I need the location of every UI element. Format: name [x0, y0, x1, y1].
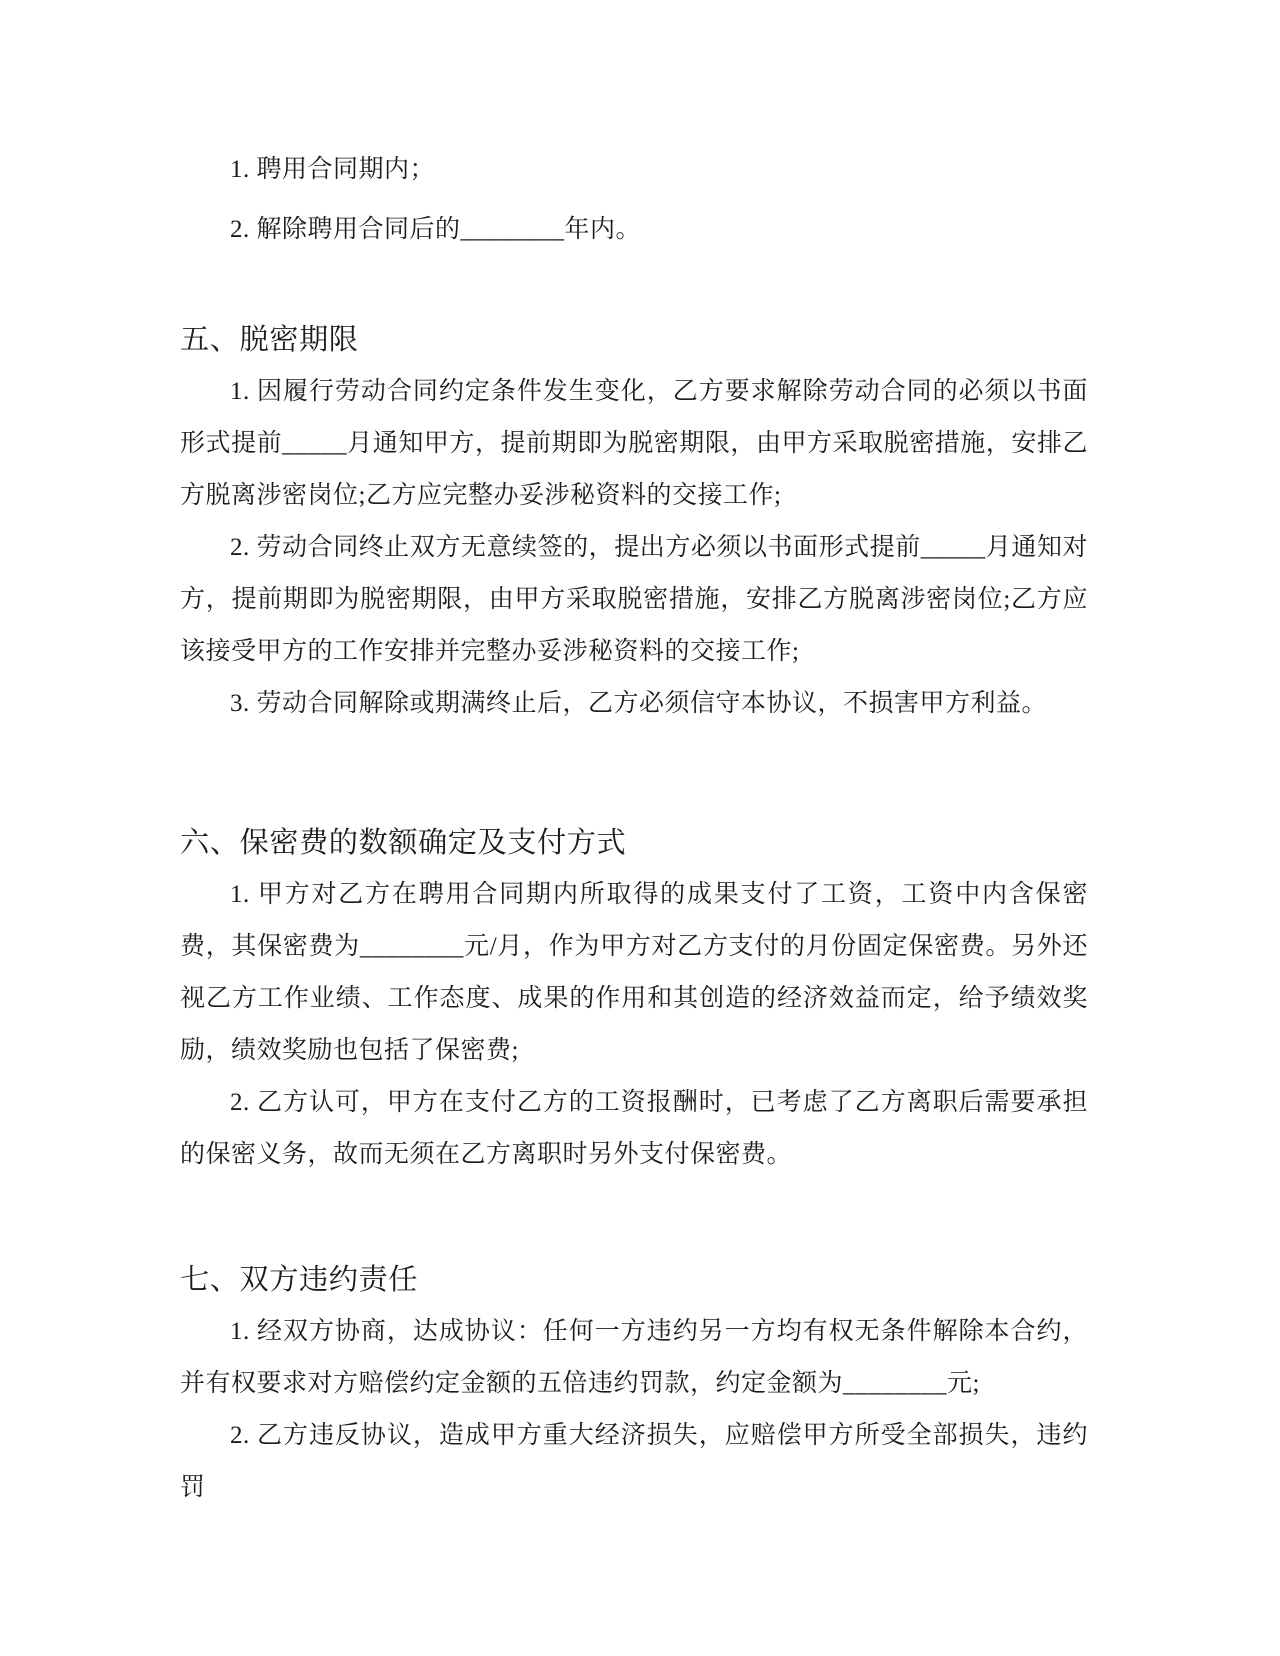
intro-list-item-1: 1. 聘用合同期内；: [230, 156, 436, 183]
section-5-paragraph-3: 3. 劳动合同解除或期满终止后，乙方必须信守本协议，不损害甲方利益。: [230, 690, 1048, 717]
section-7: [180, 1254, 1088, 1514]
document-content: [180, 144, 1088, 1514]
section-7-paragraph-1: 1. 经双方协商，达成协议：任何一方违约另一方均有权无条件解除本合约，并有权要求对方赔偿约定金额的五倍违约罚款，约定金额为________元;: [180, 1318, 1088, 1397]
section-7-heading: 七、双方违约责任: [180, 1264, 418, 1296]
section-7-paragraph-2: 2. 乙方违反协议，造成甲方重大经济损失，应赔偿甲方所受全部损失，违约罚: [180, 1422, 1088, 1501]
section-5-paragraph-2: 2. 劳动合同终止双方无意续签的，提出方必须以书面形式提前_____月通知对方，提前期即为脱密期限，由甲方采取脱密措施，安排乙方脱离涉密岗位;乙方应该接受甲方的工作安排并完整办妥涉秘资料的交接工作;: [180, 534, 1088, 665]
section-5-heading: 五、脱密期限: [180, 324, 359, 356]
section-6-paragraph-1: 1. 甲方对乙方在聘用合同期内所取得的成果支付了工资，工资中内含保密费，其保密费为________元/月，作为甲方对乙方支付的月份固定保密费。另外还视乙方工作业绩、工作态度、成果的作用和其创造的经济效益而定，给予绩效奖励，绩效奖励也包括了保密费;: [180, 881, 1088, 1064]
section-5: [180, 314, 1088, 730]
section-6-paragraph-2: 2. 乙方认可，甲方在支付乙方的工资报酬时，已考虑了乙方离职后需要承担的保密义务，故而无须在乙方离职时另外支付保密费。: [180, 1089, 1088, 1168]
section-5-paragraph-1: 1. 因履行劳动合同约定条件发生变化，乙方要求解除劳动合同的必须以书面形式提前_____月通知甲方，提前期即为脱密期限，由甲方采取脱密措施，安排乙方脱离涉密岗位;乙方应完整办妥涉秘资料的交接工作;: [180, 378, 1088, 509]
section-6: [180, 817, 1088, 1181]
intro-list-item-2: 2. 解除聘用合同后的________年内。: [230, 216, 642, 243]
section-6-heading: 六、保密费的数额确定及支付方式: [180, 827, 627, 859]
